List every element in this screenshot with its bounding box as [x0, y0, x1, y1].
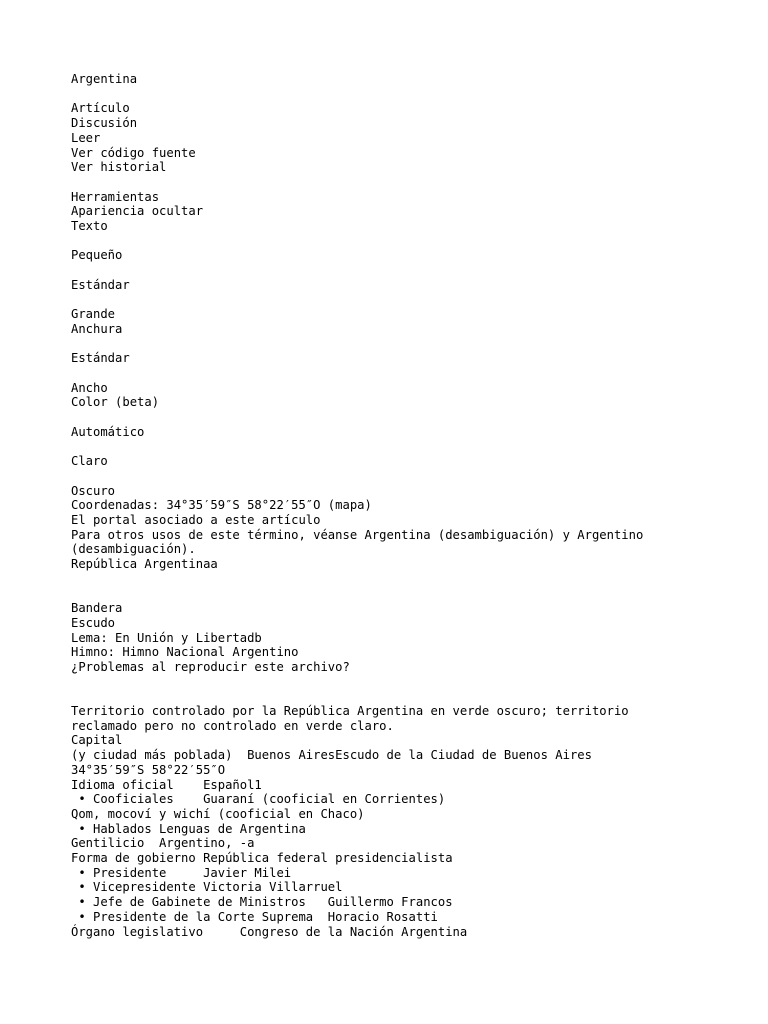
width-standard[interactable]: Estándar	[71, 351, 130, 366]
infobox-flag[interactable]: Bandera	[71, 601, 123, 616]
government-row[interactable]: Forma de gobierno República federal presidencialista	[71, 851, 453, 866]
text-size-standard[interactable]: Estándar	[71, 277, 130, 292]
president-row[interactable]: • Presidente Javier Milei	[71, 865, 292, 880]
chief-of-cabinet-row[interactable]: • Jefe de Gabinete de Ministros Guillermo Francos	[71, 895, 453, 910]
official-language-row: Idioma oficial Español1	[71, 777, 262, 792]
text-size-large[interactable]: Grande	[71, 307, 116, 322]
hatnote: Para otros usos de este término, véanse Argentina (desambiguación) y Argentino	[71, 527, 644, 542]
tools-menu[interactable]: Herramientas	[71, 189, 160, 204]
capital-label: Capital	[71, 733, 123, 748]
text-size-small[interactable]: Pequeño	[71, 248, 123, 263]
map-caption: Territorio controlado por la República Argentina en verde oscuro; territorio	[71, 704, 629, 719]
capital-coordinates[interactable]: 34°35′59″S 58°22′55″O	[71, 762, 226, 777]
tab-article[interactable]: Artículo	[71, 101, 130, 116]
view-source[interactable]: Ver código fuente	[71, 145, 196, 160]
text-size-label: Texto	[71, 219, 108, 233]
color-automatic[interactable]: Automático	[71, 424, 145, 439]
infobox-motto: Lema: En Unión y Libertadb	[71, 630, 262, 645]
infobox-anthem[interactable]: Himno: Himno Nacional Argentino	[71, 645, 299, 660]
portal-link[interactable]: El portal asociado a este artículo	[71, 512, 321, 527]
map-caption-continued: reclamado pero no controlado en verde claro.	[71, 718, 394, 733]
capital-row[interactable]: (y ciudad más poblada) Buenos AiresEscudo de la Ciudad de Buenos Aires	[71, 748, 592, 763]
appearance-header[interactable]: Apariencia ocultar	[71, 204, 204, 219]
co-official-languages-row: • Cooficiales Guaraní (cooficial en Corrientes)	[71, 792, 446, 807]
co-official-languages-continued: Qom, mocoví y wichí (cooficial en Chaco)	[71, 806, 365, 821]
color-label: Color (beta)	[71, 395, 160, 410]
legislature-row[interactable]: Órgano legislativo Congreso de la Nación Argentina	[71, 924, 468, 939]
infobox-coat-of-arms[interactable]: Escudo	[71, 615, 116, 630]
view-history[interactable]: Ver historial	[71, 160, 167, 175]
audio-help-link[interactable]: ¿Problemas al reproducir este archivo?	[71, 659, 350, 674]
spoken-languages-row[interactable]: • Hablados Lenguas de Argentina	[71, 821, 306, 836]
coordinates-link[interactable]: Coordenadas: 34°35′59″S 58°22′55″O (mapa)	[71, 498, 372, 513]
article-page	[71, 72, 711, 939]
view-read[interactable]: Leer	[71, 130, 101, 145]
tab-discussion[interactable]: Discusión	[71, 116, 138, 131]
supreme-court-president-row[interactable]: • Presidente de la Corte Suprema Horacio Rosatti	[71, 909, 438, 924]
vice-president-row[interactable]: • Vicepresidente Victoria Villarruel	[71, 880, 343, 895]
article-title: Argentina	[71, 72, 138, 86]
demonym-row: Gentilicio Argentino, -a	[71, 836, 255, 851]
width-label: Anchura	[71, 321, 123, 336]
color-light[interactable]: Claro	[71, 454, 108, 469]
hatnote-continued: (desambiguación).	[71, 542, 196, 557]
infobox-official-name: República Argentinaa	[71, 557, 218, 572]
color-dark[interactable]: Oscuro	[71, 483, 116, 498]
width-wide[interactable]: Ancho	[71, 380, 108, 395]
